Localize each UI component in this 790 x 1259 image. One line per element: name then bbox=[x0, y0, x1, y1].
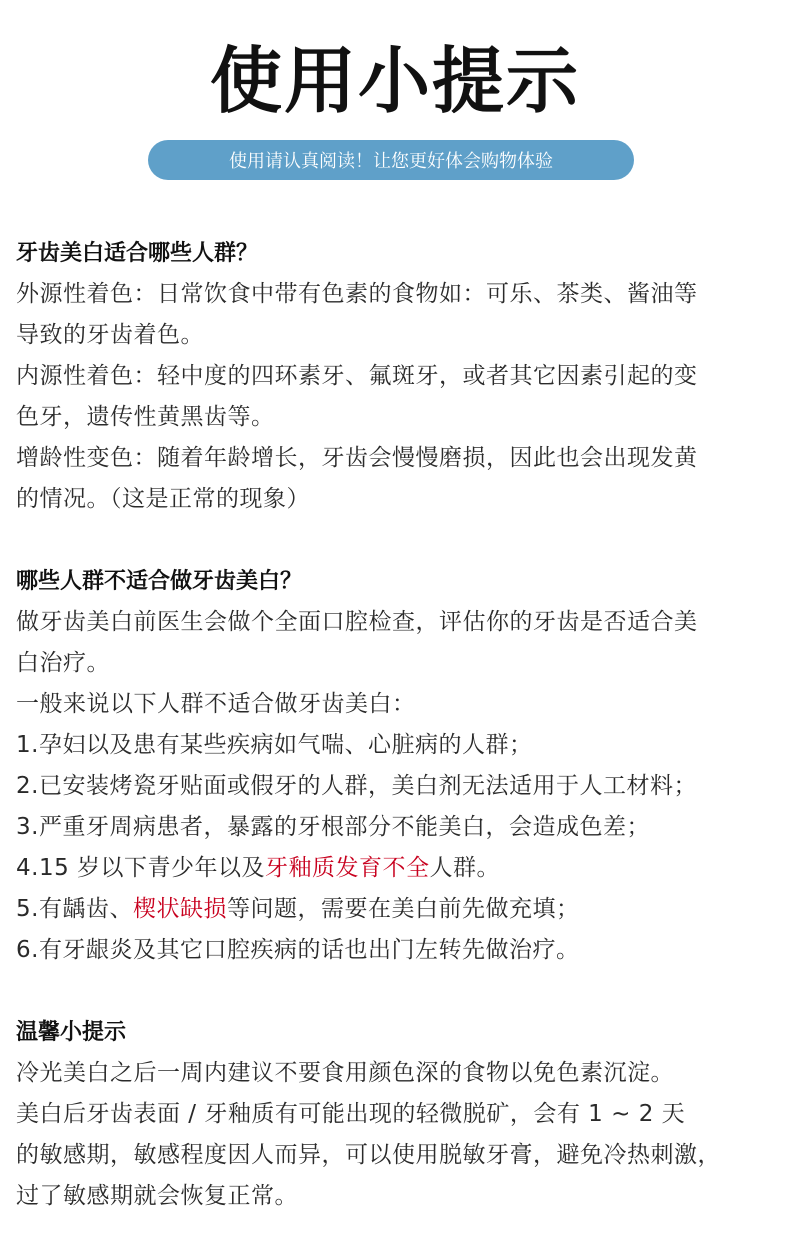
section-heading: 哪些人群不适合做牙齿美白？ bbox=[16, 569, 303, 594]
list-item: 3.严重牙周病患者，暴露的牙根部分不能美白，会造成色差； bbox=[16, 814, 650, 840]
text-line: 白治疗。 bbox=[16, 650, 110, 676]
text-line: 的敏感期，敏感程度因人而异，可以使用脱敏牙膏，避免冷热刺激， bbox=[16, 1142, 721, 1168]
text-line: 过了敏感期就会恢复正常。 bbox=[16, 1183, 298, 1209]
item-prefix: 4.15 岁以下青少年以及 bbox=[16, 855, 266, 881]
text-line: 外源性着色：日常饮食中带有色素的食物如：可乐、茶类、酱油等 bbox=[16, 281, 698, 307]
text-line: 做牙齿美白前医生会做个全面口腔检查，评估你的牙齿是否适合美 bbox=[16, 609, 698, 635]
subtitle-text: 使用请认真阅读！让您更好体会购物体验 bbox=[229, 151, 553, 172]
highlight-text: 楔状缺损 bbox=[132, 896, 227, 922]
item-suffix: 等问题，需要在美白前先做充填； bbox=[226, 896, 580, 922]
list-item bbox=[16, 848, 786, 889]
text-line: 增龄性变色：随着年龄增长，牙齿会慢慢磨损，因此也会出现发黄 bbox=[16, 445, 698, 471]
page-title: 使用小提示 bbox=[209, 39, 580, 123]
section-heading: 温馨小提示 bbox=[16, 1020, 127, 1045]
content bbox=[16, 234, 786, 1259]
item-suffix: 人群。 bbox=[429, 855, 501, 881]
text-line: 美白后牙齿表面 / 牙釉质有可能出现的轻微脱矿，会有 1 ~ 2 天 bbox=[16, 1101, 686, 1127]
text-line: 内源性着色：轻中度的四环素牙、氟斑牙，或者其它因素引起的变 bbox=[16, 363, 698, 389]
list-item bbox=[16, 889, 786, 930]
text-line: 一般来说以下人群不适合做牙齿美白： bbox=[16, 691, 416, 717]
list-item: 2.已安装烤瓷牙贴面或假牙的人群，美白剂无法适用于人工材料； bbox=[16, 773, 697, 799]
text-line: 色牙，遗传性黄黑齿等。 bbox=[16, 404, 275, 430]
section-warm-tips bbox=[16, 1013, 786, 1217]
section-suitable-groups bbox=[16, 234, 786, 520]
text-line: 导致的牙齿着色。 bbox=[16, 322, 204, 348]
section-heading: 牙齿美白适合哪些人群？ bbox=[16, 241, 259, 266]
text-line: 的情况。（这是正常的现象） bbox=[16, 486, 310, 512]
text-line: 冷光美白之后一周内建议不要食用颜色深的食物以免色素沉淀。 bbox=[16, 1060, 674, 1086]
section-unsuitable-groups bbox=[16, 562, 786, 971]
list-item: 1.孕妇以及患有某些疾病如气喘、心脏病的人群； bbox=[16, 732, 533, 758]
subtitle-banner bbox=[148, 140, 634, 180]
list-item: 6.有牙龈炎及其它口腔疾病的话也出门左转先做治疗。 bbox=[16, 937, 580, 963]
highlight-text: 牙釉质发育不全 bbox=[265, 855, 430, 881]
item-prefix: 5.有龋齿、 bbox=[16, 896, 133, 922]
